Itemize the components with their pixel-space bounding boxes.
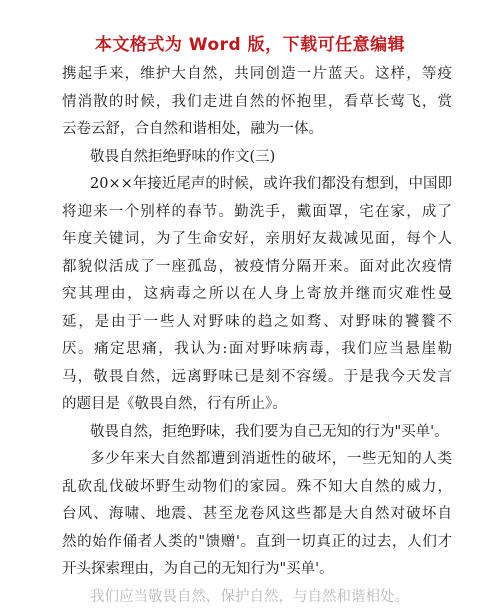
text-line: 开头探索理由，为自己的无知行为"买单'。 (62, 561, 334, 577)
text-line: 携起手来，维护大自然，共同创造一片蓝天。这样，等疫 (62, 66, 452, 82)
document-body (62, 61, 452, 605)
text-line: 乱砍乱伐破坏野生动物们的家园。殊不知大自然的威力， (62, 478, 452, 495)
text-line: 台风、海啸、地震、甚至龙卷风这些都是大自然对破坏自 (62, 506, 452, 522)
text-line: 然的始作俑者人类的"馈赠'。直到一切真正的过去，人们才 (62, 533, 452, 550)
text-line: 延，是由于一些人对野味的趋之如骛、对野味的饕餮不 (62, 313, 452, 330)
text-line: 的题目是《敬畏自然，行有所止》。 (62, 396, 287, 412)
text-line: 将迎来一个别样的春节。勤洗手，戴面罩，宅在家，成了 (62, 203, 452, 220)
document-header-title: 本文格式为 Word 版，下载可任意编辑 (94, 35, 406, 55)
text-line: 20××年接近尾声的时候，或许我们都没有想到，中国即 (90, 176, 452, 192)
text-line-cut-off: 我们应当敬畏自然，保护自然，与自然和谐相处。 (90, 588, 409, 605)
text-line: 云卷云舒，合自然和谐相处，融为一体。 (62, 121, 323, 137)
text-line: 都貌似活成了一座孤岛，被疫情分隔开来。面对此次疫情 (62, 258, 452, 275)
text-line: 究其理由，这病毒之所以在人身上寄放并继而灾难性曼 (62, 286, 452, 302)
text-line: 敬畏自然，拒绝野味，我们要为自己无知的行为"买单'。 (90, 423, 449, 440)
text-line: 马，敬畏自然，远离野味已是刻不容缓。于是我今天发言 (62, 368, 452, 385)
text-line: 厌。痛定思痛，我认为:面对野味病毒，我们应当悬崖勒 (62, 341, 452, 357)
section-heading: 敬畏自然拒绝野味的作文(三) (90, 148, 276, 165)
text-line: 情消散的时候，我们走进自然的怀抱里，看草长莺飞，赏 (62, 93, 452, 110)
text-line: 多少年来大自然都遭到消逝性的破坏，一些无知的人类 (90, 451, 452, 467)
text-line: 年度关键词，为了生命安好，亲朋好友裁减见面，每个人 (62, 231, 452, 247)
